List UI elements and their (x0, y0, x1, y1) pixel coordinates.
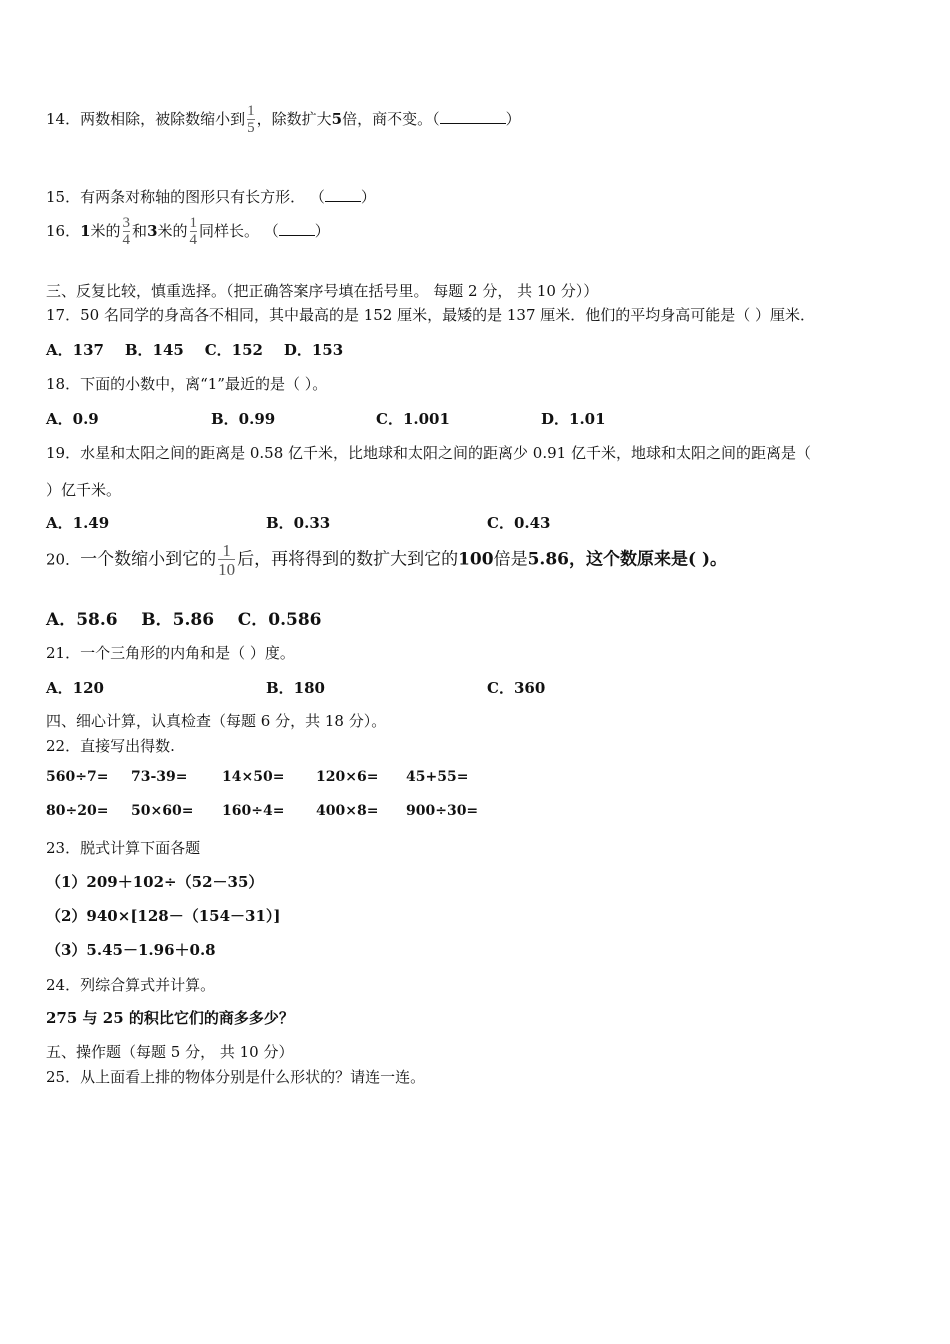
calc-item: 120×6= (316, 769, 379, 785)
question-19-option-b: B．0.33 (266, 514, 331, 532)
question-19-line-2: ）亿千米。 (46, 481, 122, 499)
question-14: 14．两数相除，被除数缩小到 $\frac{1}{5}$ ，除数扩大5倍，商不变。（ ） (46, 103, 521, 136)
question-15: 15．有两条对称轴的图形只有长方形． （ ） (46, 188, 376, 206)
question-16: 16．1米的 $\frac{3}{4}$ 和3米的 $\frac{1}{4}$ 同样长。 （ ） (46, 215, 330, 248)
fraction-three-quarters: $\frac{3}{4}$ (122, 215, 131, 248)
question-21-option-a: A．120 (46, 679, 104, 697)
question-24: 24．列综合算式并计算。 (46, 976, 216, 994)
question-21-option-b: B．180 (266, 679, 325, 697)
calc-item: 400×8= (316, 803, 379, 819)
calc-item: 80÷20= (46, 803, 109, 819)
question-21: 21．一个三角形的内角和是（ ）度。 (46, 644, 295, 662)
calc-item: 50×60= (131, 803, 194, 819)
question-24-prompt: 275 与 25 的积比它们的商多多少？ (46, 1009, 294, 1027)
calc-item: 45+55= (406, 769, 469, 785)
question-18: 18．下面的小数中，离“1”最近的是（ ）。 (46, 375, 328, 393)
question-22: 22．直接写出得数. (46, 737, 175, 755)
question-23-item-2: （2）940×[128－（154－31）] (46, 907, 281, 925)
calc-item: 14×50= (222, 769, 285, 785)
question-23-item-3: （3）5.45－1.96＋0.8 (46, 941, 216, 959)
question-23: 23．脱式计算下面各题 (46, 839, 201, 857)
question-17: 17．50 名同学的身高各不相同，其中最高的是 152 厘米，最矮的是 137 厘米．他们的平均身高可能是（ ）厘米． (46, 306, 816, 324)
question-20-options: A．58.6 B．5.86 C．0.586 (46, 610, 322, 630)
calc-item: 160÷4= (222, 803, 285, 819)
question-21-option-c: C．360 (487, 679, 546, 697)
question-19-line-1: 19．水星和太阳之间的距离是 0.58 亿千米，比地球和太阳之间的距离少 0.91 亿千米，地球和太阳之间的距离是（ (46, 444, 811, 462)
question-18-option-b: B．0.99 (211, 410, 276, 428)
answer-blank[interactable] (440, 111, 506, 124)
question-19-option-c: C．0.43 (487, 514, 551, 532)
question-25: 25．从上面看上排的物体分别是什么形状的？请连一连。 (46, 1068, 426, 1086)
question-17-options: A．137 B．145 C．152 D．153 (46, 341, 344, 359)
question-20: 20．一个数缩小到它的 $\frac{1}{10}$ 后，再将得到的数扩大到它的100倍是5.86，这个数原来是( )。 (46, 541, 728, 579)
section-5-heading: 五、操作题（每题 5 分， 共 10 分） (46, 1043, 294, 1061)
question-18-option-c: C．1.001 (376, 410, 450, 428)
answer-blank[interactable] (279, 223, 315, 236)
question-18-option-a: A．0.9 (46, 410, 99, 428)
question-18-option-d: D．1.01 (541, 410, 606, 428)
calc-item: 73-39= (131, 769, 188, 785)
calc-item: 900÷30= (406, 803, 479, 819)
calc-item: 560÷7= (46, 769, 109, 785)
section-3-heading: 三、反复比较，慎重选择。（把正确答案序号填在括号里。 每题 2 分， 共 10 分）） (46, 282, 599, 300)
question-19-option-a: A．1.49 (46, 514, 110, 532)
fraction-one-fifth: $\frac{1}{5}$ (247, 103, 255, 136)
fraction-one-quarter: $\frac{1}{4}$ (189, 215, 198, 248)
answer-blank[interactable] (325, 189, 361, 202)
fraction-one-tenth: $\frac{1}{10}$ (218, 541, 236, 579)
section-4-heading: 四、细心计算，认真检查（每题 6 分，共 18 分）。 (46, 712, 387, 730)
question-23-item-1: （1）209＋102÷（52－35） (46, 873, 264, 891)
